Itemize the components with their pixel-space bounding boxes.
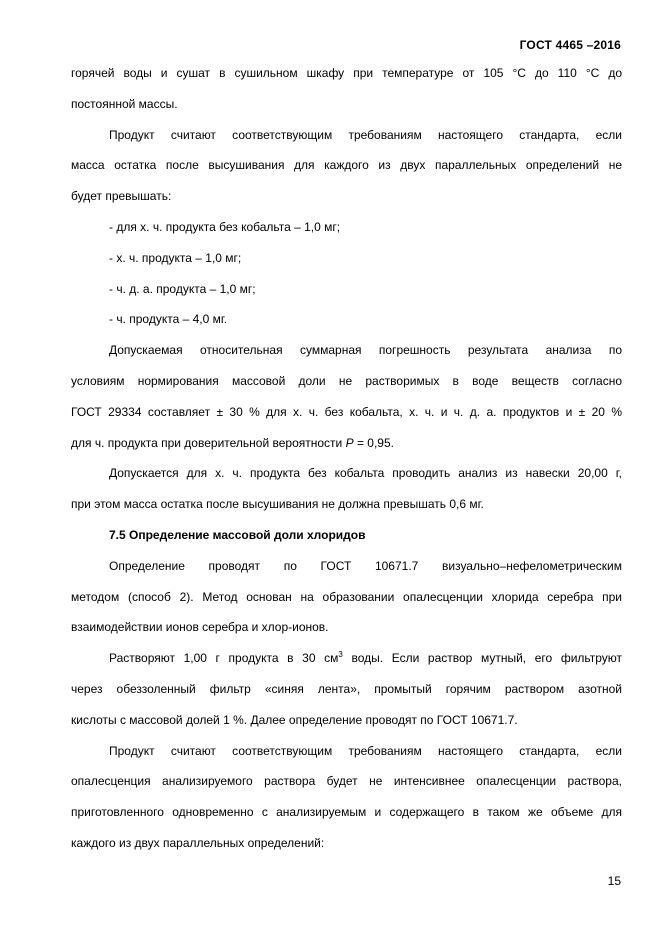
list-item: - для х. ч. продукта без кобальта – 1,0 мг;: [109, 219, 341, 234]
text-line: при этом масса остатка после высушивания не должна превышать 0,6 мг.: [71, 497, 484, 512]
variable-p: P: [345, 435, 354, 450]
paragraph-sample: [71, 458, 622, 520]
list-item: - х. ч. продукта – 1,0 мг;: [109, 250, 242, 265]
page-number: 15: [607, 874, 621, 888]
text-line: Продукт считают соответствующим требованиям настоящего стандарта, если: [109, 127, 622, 142]
text-line: постоянной массы.: [71, 96, 178, 111]
text-fragment: воды. Если раствор мутный, его фильтруют: [342, 651, 622, 666]
text-line: ГОСТ 29334 составляет ± 30 % для х. ч. без кобальта, х. ч. и ч. д. а. продуктов и ± 20 %: [71, 404, 622, 419]
text-line: через обеззоленный фильтр «синяя лента», промытый горячим раствором азотной: [71, 681, 622, 696]
list-item: - ч. д. а. продукта – 1,0 мг;: [109, 281, 256, 296]
text-line: условиям нормирования массовой доли не растворимых в воде веществ согласно: [71, 373, 622, 388]
text-line: приготовленного одновременно с анализируемым и содержащего в таком же объеме для: [71, 805, 622, 820]
section-heading: 7.5 Определение массовой доли хлоридов: [109, 527, 366, 542]
paragraph-requirements-mass: [71, 120, 622, 212]
paragraph-method: [71, 551, 622, 643]
text-line: [71, 428, 622, 459]
text-line: Допускается для х. ч. продукта без кобальта проводить анализ из навески 20,00 г,: [109, 466, 622, 481]
text-line: каждого из двух параллельных определений:: [71, 835, 325, 850]
text-line: будет превышать:: [71, 189, 172, 204]
text-line: кислоты с массовой долей 1 %. Далее определение проводят по ГОСТ 10671.7.: [71, 712, 518, 727]
document-header-code: ГОСТ 4465 –2016: [519, 38, 621, 52]
text-line: [71, 643, 622, 674]
text-line: масса остатка после высушивания для каждого из двух параллельных определений не: [71, 158, 622, 173]
requirements-list: [71, 212, 622, 335]
superscript: 3: [338, 650, 343, 660]
paragraph-drying: [71, 58, 622, 120]
text-line: Допускаемая относительная суммарная погрешность результата анализа по: [109, 343, 622, 358]
text-line: взаимодействии ионов серебра и хлор-ионов.: [71, 620, 329, 635]
text-line: Продукт считают соответствующим требованиям настоящего стандарта, если: [109, 743, 622, 758]
text-line: методом (способ 2). Метод основан на образовании опалесценции хлорида серебра при: [71, 589, 622, 604]
text-line: Определение проводят по ГОСТ 10671.7 визуально–нефелометрическим: [109, 558, 622, 573]
paragraph-error: [71, 335, 622, 458]
paragraph-opalescence: [71, 736, 622, 859]
page-body: [71, 58, 622, 859]
text-fragment: = 0,95.: [353, 435, 394, 450]
text-line: горячей воды и сушат в сушильном шкафу при температуре от 105 °C до 110 °C до: [71, 66, 622, 80]
list-item: - ч. продукта – 4,0 мг.: [109, 312, 228, 327]
text-fragment: Растворяют 1,00 г продукта в 30 см: [109, 651, 339, 666]
text-fragment: для ч. продукта при доверительной вероятности: [71, 435, 346, 450]
paragraph-dissolve: [71, 643, 622, 735]
text-line: опалесценция анализируемого раствора будет не интенсивнее опалесценции раствора,: [71, 774, 622, 789]
